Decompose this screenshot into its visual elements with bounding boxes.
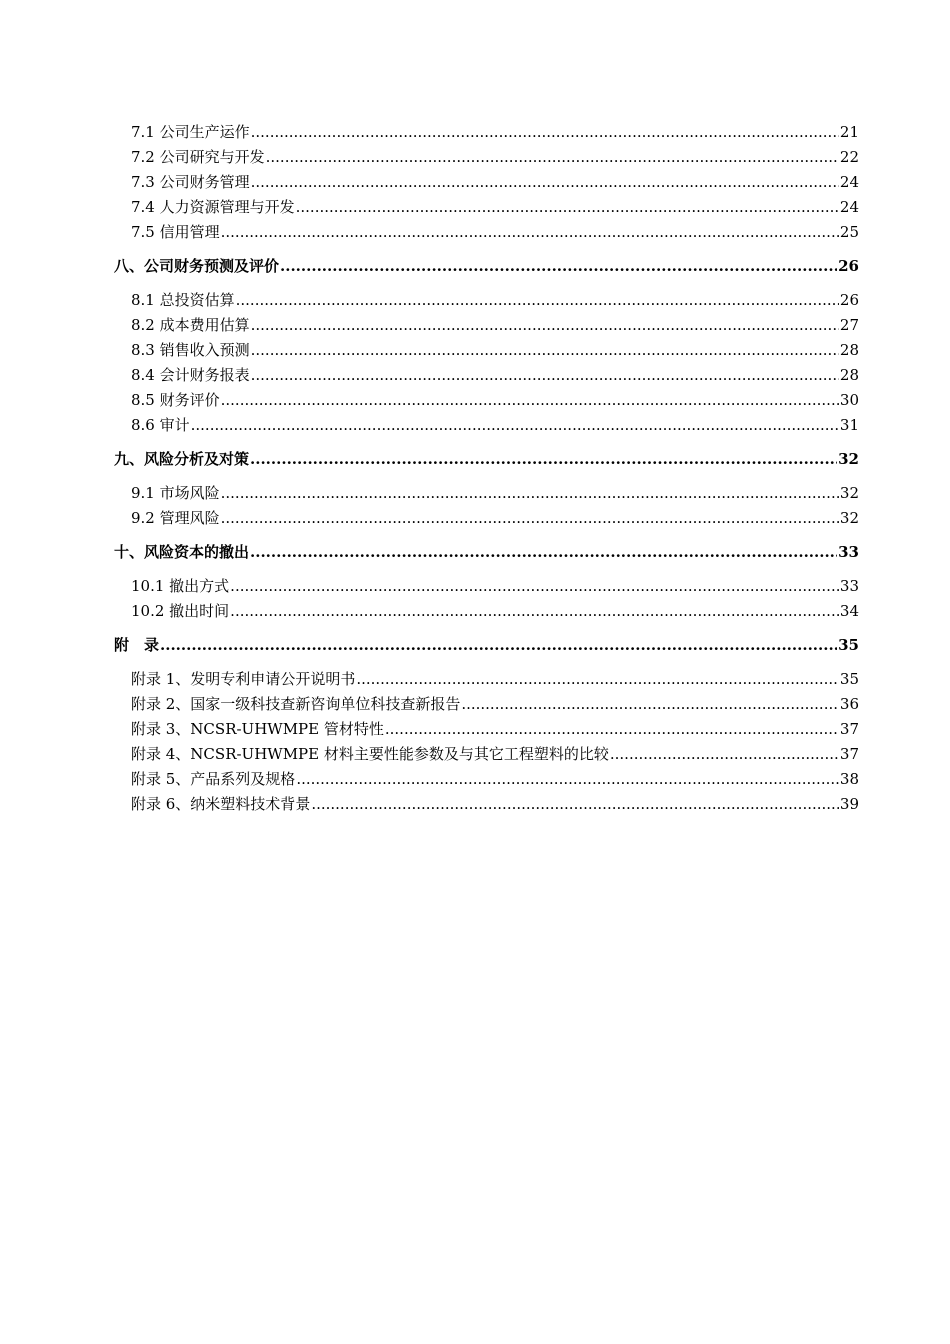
toc-entry-title: 10.2 撤出时间 (131, 602, 230, 620)
toc-chapter-title: 八、公司财务预测及评价 (114, 257, 280, 275)
toc-chapter-title: 附 录 (114, 636, 160, 654)
toc-entry[interactable] (114, 506, 859, 531)
toc-entry-page: 25 (839, 223, 859, 241)
toc-entry-page: 32 (839, 509, 859, 527)
toc-leader-dots (236, 288, 839, 313)
toc-entry[interactable] (114, 413, 859, 438)
toc-leader-dots (251, 338, 839, 363)
toc-leader-dots (160, 633, 837, 658)
toc-leader-dots (266, 145, 839, 170)
toc-entry[interactable] (114, 145, 859, 170)
toc-leader-dots (221, 220, 839, 245)
toc-chapter-page: 32 (838, 450, 859, 468)
toc-entry-page: 36 (839, 695, 859, 713)
toc-entry-page: 34 (839, 602, 859, 620)
toc-entry-title: 8.3 销售收入预测 (131, 341, 250, 359)
toc-leader-dots (221, 506, 839, 531)
toc-entry[interactable] (114, 313, 859, 338)
toc-leader-dots (461, 692, 839, 717)
toc-entry-page: 28 (839, 366, 859, 384)
toc-entry[interactable] (114, 792, 859, 817)
toc-entry-title: 附录 3、NCSR-UHWMPE 管材特性 (131, 720, 384, 738)
toc-entry[interactable] (114, 170, 859, 195)
toc-entry-page: 39 (839, 795, 859, 813)
toc-entry[interactable] (114, 742, 859, 767)
toc-entry-title: 8.2 成本费用估算 (131, 316, 250, 334)
toc-chapter-title: 九、风险分析及对策 (114, 450, 250, 468)
toc-leader-dots (296, 195, 839, 220)
toc-chapter-entry[interactable] (114, 633, 859, 658)
toc-leader-dots (251, 120, 839, 145)
toc-leader-dots (250, 447, 837, 472)
toc-entry[interactable] (114, 288, 859, 313)
toc-entry[interactable] (114, 574, 859, 599)
toc-leader-dots (191, 413, 839, 438)
toc-entry-page: 21 (839, 123, 859, 141)
toc-entry-title: 7.5 信用管理 (131, 223, 220, 241)
toc-entry-page: 37 (839, 720, 859, 738)
toc-entry[interactable] (114, 363, 859, 388)
toc-entry-title: 附录 4、NCSR-UHWMPE 材料主要性能参数及与其它工程塑料的比较 (131, 745, 609, 763)
toc-entry-title: 7.2 公司研究与开发 (131, 148, 265, 166)
toc-leader-dots (230, 599, 839, 624)
toc-entry-page: 31 (839, 416, 859, 434)
toc-entry-title: 9.2 管理风险 (131, 509, 220, 527)
toc-entry-title: 附录 1、发明专利申请公开说明书 (131, 670, 356, 688)
toc-chapter-entry[interactable] (114, 254, 859, 279)
toc-leader-dots (610, 742, 839, 767)
toc-entry-title: 附录 2、国家一级科技查新咨询单位科技查新报告 (131, 695, 461, 713)
toc-entry-page: 24 (839, 173, 859, 191)
toc-entry-page: 24 (839, 198, 859, 216)
toc-leader-dots (311, 792, 839, 817)
toc-chapter-entry[interactable] (114, 540, 859, 565)
toc-entry-page: 32 (839, 484, 859, 502)
toc-entry[interactable] (114, 767, 859, 792)
toc-leader-dots (221, 481, 839, 506)
toc-chapter-page: 35 (838, 636, 859, 654)
toc-entry-title: 10.1 撤出方式 (131, 577, 230, 595)
toc-entry-title: 附录 6、纳米塑料技术背景 (131, 795, 311, 813)
toc-entry[interactable] (114, 717, 859, 742)
toc-leader-dots (251, 313, 839, 338)
toc-entry-title: 附录 5、产品系列及规格 (131, 770, 296, 788)
toc-entry-title: 8.5 财务评价 (131, 391, 220, 409)
toc-entry[interactable] (114, 120, 859, 145)
toc-entry-title: 9.1 市场风险 (131, 484, 220, 502)
toc-entry[interactable] (114, 388, 859, 413)
toc-entry[interactable] (114, 667, 859, 692)
toc-entry[interactable] (114, 481, 859, 506)
toc-leader-dots (250, 540, 837, 565)
toc-leader-dots (230, 574, 839, 599)
toc-entry-title: 8.4 会计财务报表 (131, 366, 250, 384)
toc-entry-title: 8.6 审计 (131, 416, 190, 434)
toc-entry-page: 38 (839, 770, 859, 788)
toc-chapter-title: 十、风险资本的撤出 (114, 543, 250, 561)
toc-leader-dots (251, 363, 839, 388)
toc-entry-title: 7.1 公司生产运作 (131, 123, 250, 141)
toc-leader-dots (356, 667, 839, 692)
toc-entry-page: 28 (839, 341, 859, 359)
toc-leader-dots (385, 717, 839, 742)
toc-entry-page: 26 (839, 291, 859, 309)
toc-leader-dots (221, 388, 839, 413)
toc-leader-dots (251, 170, 839, 195)
toc-chapter-page: 26 (838, 257, 859, 275)
toc-entry-page: 27 (839, 316, 859, 334)
toc-entry-title: 7.3 公司财务管理 (131, 173, 250, 191)
toc-entry-page: 33 (839, 577, 859, 595)
table-of-contents (114, 120, 859, 817)
toc-chapter-page: 33 (838, 543, 859, 561)
toc-entry[interactable] (114, 338, 859, 363)
toc-entry-page: 35 (839, 670, 859, 688)
toc-entry[interactable] (114, 220, 859, 245)
toc-entry[interactable] (114, 195, 859, 220)
toc-entry-title: 7.4 人力资源管理与开发 (131, 198, 295, 216)
toc-entry-page: 30 (839, 391, 859, 409)
toc-chapter-entry[interactable] (114, 447, 859, 472)
toc-leader-dots (296, 767, 839, 792)
toc-entry[interactable] (114, 692, 859, 717)
toc-leader-dots (280, 254, 837, 279)
toc-entry-page: 22 (839, 148, 859, 166)
toc-entry[interactable] (114, 599, 859, 624)
toc-entry-title: 8.1 总投资估算 (131, 291, 235, 309)
toc-entry-page: 37 (839, 745, 859, 763)
